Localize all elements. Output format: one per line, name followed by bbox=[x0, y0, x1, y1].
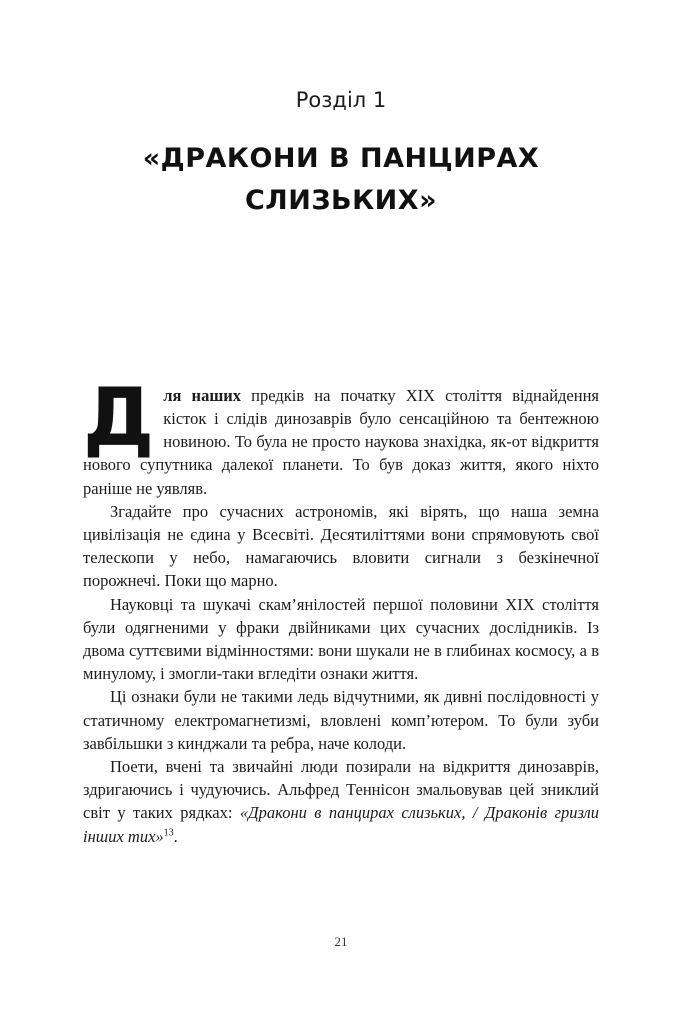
chapter-header bbox=[83, 0, 599, 222]
paragraph-3: Науковці та шукачі скам’янілостей першої половини XIX століття були одягненими у фраки двійниками цих сучасних дослідників. Із двома суттєвими відмінностями: вони шукали не в глибинах космосу, а в минулому, і змогли-таки вгледіти ознаки життя. bbox=[83, 594, 599, 684]
paragraph-4: Ці ознаки були не такими ледь відчутними, як дивні послідовності у статичному електромагнетизмі, вловлені комп’ютером. То були зуби завбільшки з кинджали та ребра, наче колоди. bbox=[83, 687, 599, 753]
chapter-title-line-2: СЛИЗЬКИХ» bbox=[244, 184, 438, 216]
chapter-title-line-1: «ДРАКОНИ В ПАНЦИРАХ bbox=[142, 143, 540, 174]
page-content bbox=[83, 0, 599, 848]
paragraph-2: Згадайте про сучасних астрономів, які вірять, що наша земна цивілізація не єдина у Всесвіті. Десятиліттями вони спрямовують свої телескопи у небо, намагаючись вловити сигнали з безкінечної порожнечі. Поки що марно. bbox=[83, 501, 599, 591]
paragraph-1 bbox=[83, 370, 599, 500]
footnote-reference: 13 bbox=[163, 827, 174, 839]
page-footer bbox=[0, 934, 682, 950]
paragraph-1-lead-bold: ля наших bbox=[163, 385, 242, 405]
page-number: 21 bbox=[334, 934, 348, 949]
paragraph-1-text: предків на початку XIX століття віднайдення кісток і слідів динозаврів було сенсаційною та бентежною новиною. То була не просто наукова знахідка, як-от відкриття нового супутника далекої планети. То був доказ життя, якого ніхто раніше не уявляв. bbox=[83, 385, 599, 498]
paragraph-5 bbox=[83, 755, 599, 848]
body-text bbox=[83, 370, 599, 848]
chapter-title bbox=[83, 138, 599, 222]
paragraph-5-text: Поети, вчені та звичайні люди позирали на відкриття динозаврів, здригаючись і чудуючись. Альфред Теннісон змальовував цей зниклий світ у таких рядках: bbox=[83, 756, 599, 823]
paragraph-5-end: . bbox=[173, 826, 178, 846]
paragraph-5-quote: «Дракони в панцирах слизьких, / Драконів гризли інших тих» bbox=[83, 803, 599, 846]
drop-cap: Д bbox=[83, 370, 155, 464]
chapter-label: Розділ 1 bbox=[295, 88, 387, 112]
